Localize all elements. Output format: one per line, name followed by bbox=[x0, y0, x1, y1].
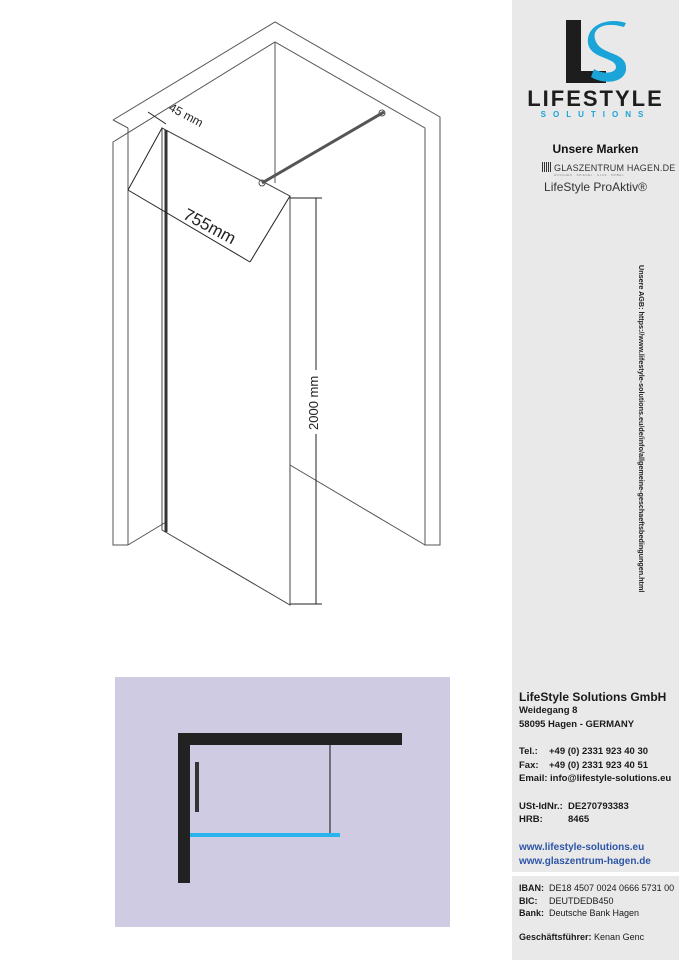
brand-proaktiv: LifeStyle ProAktiv® bbox=[544, 180, 647, 194]
back-floor-right bbox=[290, 465, 425, 545]
divider bbox=[512, 872, 679, 876]
fax-row: Fax: +49 (0) 2331 923 40 51 bbox=[519, 759, 649, 771]
web-links bbox=[519, 841, 651, 869]
street: Weidegang 8 bbox=[519, 705, 578, 716]
glass-panel bbox=[162, 128, 290, 605]
dim-depth-label: 45 mm bbox=[166, 100, 206, 130]
brand-subtitle: SOLUTIONS bbox=[540, 110, 651, 119]
ust-row: USt-IdNr.: DE270793383 bbox=[519, 800, 629, 812]
managing-director: Geschäftsführer: Kenan Genc bbox=[519, 932, 645, 942]
brand-name: LIFESTYLE bbox=[527, 86, 664, 111]
back-floor-left bbox=[128, 522, 166, 545]
ls-logo-icon bbox=[546, 15, 646, 90]
wall-top bbox=[178, 733, 402, 745]
dim-height-label: 2000 mm bbox=[306, 375, 321, 430]
bank-info bbox=[519, 882, 674, 920]
wall-left bbox=[178, 733, 190, 883]
glass-panel-plan bbox=[190, 833, 340, 837]
email-row[interactable]: Email: info@lifestyle-solutions.eu bbox=[519, 773, 672, 784]
web-link-glaszentrum[interactable]: www.glaszentrum-hagen.de bbox=[519, 856, 651, 867]
hrb-row: HRB: 8465 bbox=[519, 814, 590, 825]
glaszentrum-icon bbox=[542, 162, 552, 172]
agb-link[interactable]: Unsere AGB: https://www.lifestyle-solutions.eu/de/info/allgemeine-geschaeftsbedingungen.html bbox=[637, 265, 646, 593]
dim-depth-line bbox=[148, 112, 166, 124]
tel-row: Tel.: +49 (0) 2331 923 40 30 bbox=[519, 746, 649, 757]
web-link-lifestyle[interactable]: www.lifestyle-solutions.eu bbox=[519, 842, 645, 853]
wall-profile bbox=[195, 762, 199, 812]
city: 58095 Hagen - GERMANY bbox=[519, 718, 635, 730]
left-wall-top bbox=[113, 120, 128, 128]
iban-row: IBAN: DE18 4507 0024 0666 5731 00 bbox=[519, 883, 675, 893]
brands-heading: Unsere Marken bbox=[552, 142, 639, 156]
company-info bbox=[519, 690, 679, 827]
dim-width-ext2 bbox=[250, 196, 290, 262]
logo bbox=[512, 15, 679, 95]
stabilizer-bar bbox=[262, 112, 384, 183]
dim-width-label: 755mm bbox=[180, 204, 240, 249]
brand-glaszentrum: GLASZENTRUM HAGEN.DE bbox=[542, 162, 667, 173]
bank-row: Bank: Deutsche Bank Hagen bbox=[519, 908, 640, 918]
floor-plan bbox=[115, 677, 450, 927]
bic-row: BIC: DEUTDEDB450 bbox=[519, 895, 614, 906]
brand-glaszentrum-tag: DUSCHEN · SPIEGEL · GLAS · MÖBEL bbox=[554, 173, 625, 177]
company-name: LifeStyle Solutions GmbH bbox=[519, 690, 667, 704]
dim-width-ext1 bbox=[128, 128, 162, 190]
